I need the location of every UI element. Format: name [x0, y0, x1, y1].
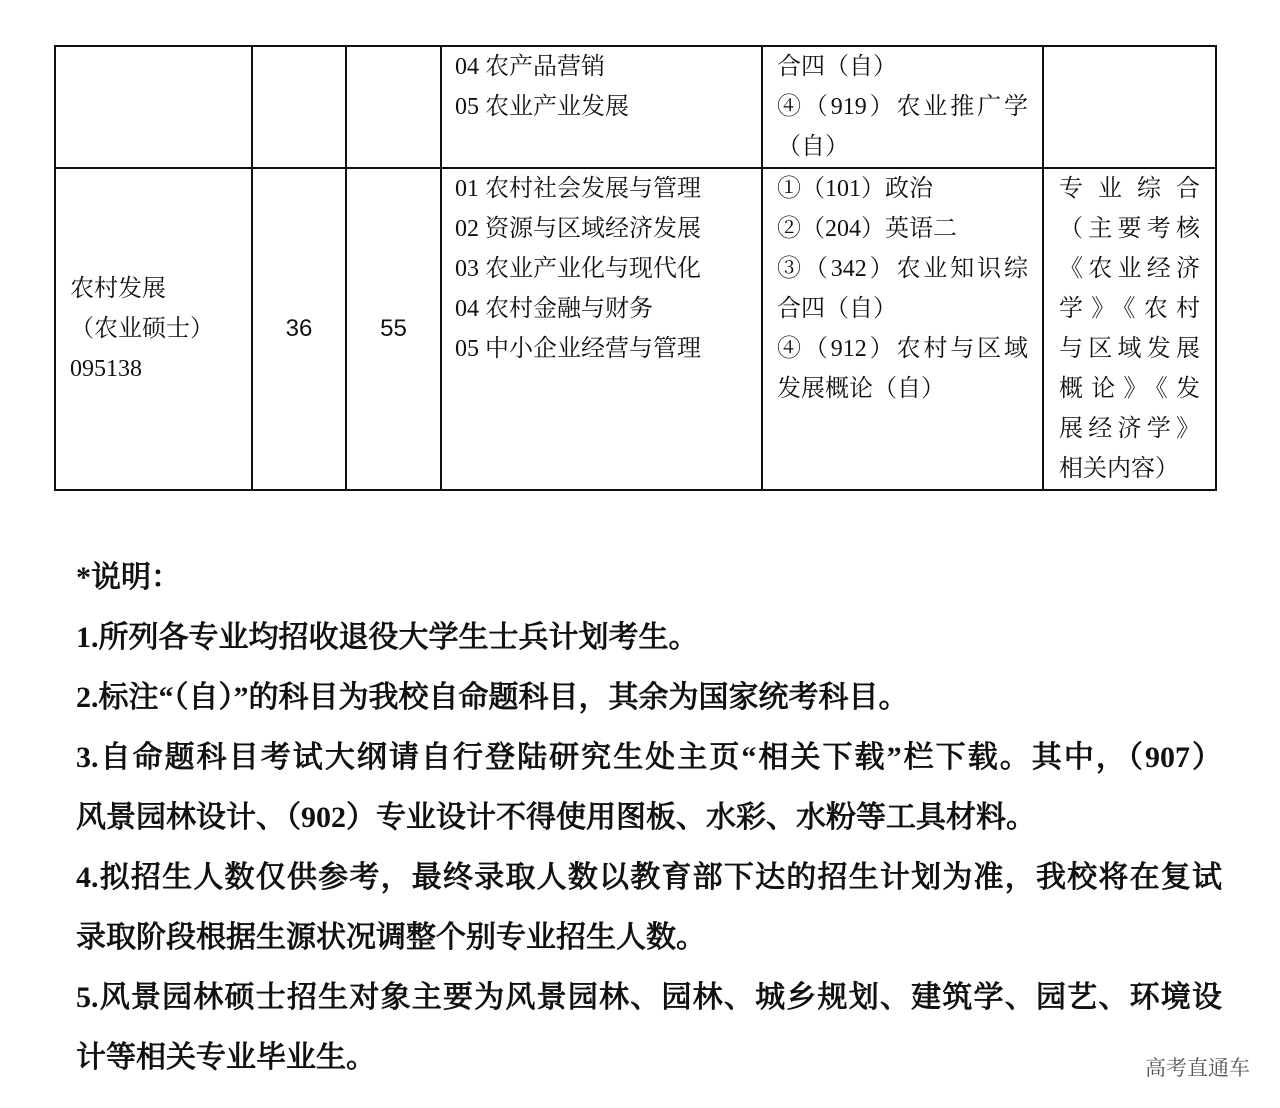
cell-line: 04 农村金融与财务 — [455, 296, 653, 322]
notes-heading: *说明： — [76, 561, 181, 594]
cell-line: 03 农业产业化与现代化 — [455, 256, 701, 282]
table-cell — [252, 168, 346, 490]
note-line: 5.风景园林硕士招生对象主要为风景园林、园林、城乡规划、建筑学、园艺、环境设 — [76, 981, 1222, 1014]
note-line: 计等相关专业毕业生。 — [76, 1041, 376, 1074]
note-line: 3.自命题科目考试大纲请自行登陆研究生处主页“相关下载”栏下载。其中，（907） — [76, 741, 1222, 774]
cell-line: 发展概论（自） — [777, 376, 945, 402]
cell-line: ①（101）政治 — [777, 176, 933, 202]
cell-line: 专业综合 — [1059, 176, 1200, 202]
cell-line: 与区域发展 — [1059, 336, 1200, 362]
table-cell — [1043, 168, 1216, 490]
cell-line: 学》《农村 — [1059, 296, 1200, 322]
table-cell — [762, 168, 1043, 490]
cell-line: 04 农产品营销 — [455, 54, 605, 80]
table-row — [55, 46, 1216, 168]
notes-section — [76, 548, 1222, 1088]
cell-line: （主要考核 — [1059, 216, 1200, 242]
cell-line: 05 中小企业经营与管理 — [455, 336, 701, 362]
note-line: 4.拟招生人数仅供参考，最终录取人数以教育部下达的招生计划为准，我校将在复试 — [76, 861, 1222, 894]
note-line: 1.所列各专业均招收退役大学生士兵计划考生。 — [76, 621, 699, 654]
cell-line: 《农业经济 — [1059, 256, 1200, 282]
cell-line: ④（912）农村与区域 — [777, 336, 1028, 362]
admissions-table — [54, 45, 1217, 491]
cell-line: 02 资源与区域经济发展 — [455, 216, 701, 242]
cell-line: 相关内容） — [1059, 456, 1179, 482]
cell-line: 01 农村社会发展与管理 — [455, 176, 701, 202]
table-cell — [1043, 46, 1216, 168]
table-row — [55, 168, 1216, 490]
table-cell — [346, 168, 441, 490]
cell-number: 55 — [380, 315, 407, 342]
cell-line: （农业硕士） — [70, 316, 214, 342]
table-cell — [441, 46, 762, 168]
cell-line: （自） — [777, 134, 849, 160]
cell-line: ④（919）农业推广学 — [777, 94, 1028, 120]
cell-line: 概论》《发 — [1059, 376, 1200, 402]
table-cell — [252, 46, 346, 168]
cell-line: 合四（自） — [777, 296, 897, 322]
cell-line: 展经济学》 — [1059, 416, 1200, 442]
cell-line: ②（204）英语二 — [777, 216, 957, 242]
cell-line: 农村发展 — [70, 276, 166, 302]
note-line: 2.标注“（自）”的科目为我校自命题科目，其余为国家统考科目。 — [76, 681, 909, 714]
cell-line: ③（342）农业知识综 — [777, 256, 1028, 282]
table-cell — [441, 168, 762, 490]
table-cell — [55, 168, 252, 490]
table-cell — [55, 46, 252, 168]
cell-line: 合四（自） — [777, 54, 897, 80]
table-cell — [762, 46, 1043, 168]
note-line: 风景园林设计、（902）专业设计不得使用图板、水彩、水粉等工具材料。 — [76, 801, 1036, 834]
cell-line: 095138 — [70, 356, 142, 382]
cell-number: 36 — [285, 315, 313, 342]
watermark-text: 高考直通车 — [1145, 1057, 1250, 1080]
cell-line: 05 农业产业发展 — [455, 94, 629, 120]
table-cell — [346, 46, 441, 168]
note-line: 录取阶段根据生源状况调整个别专业招生人数。 — [76, 921, 706, 954]
